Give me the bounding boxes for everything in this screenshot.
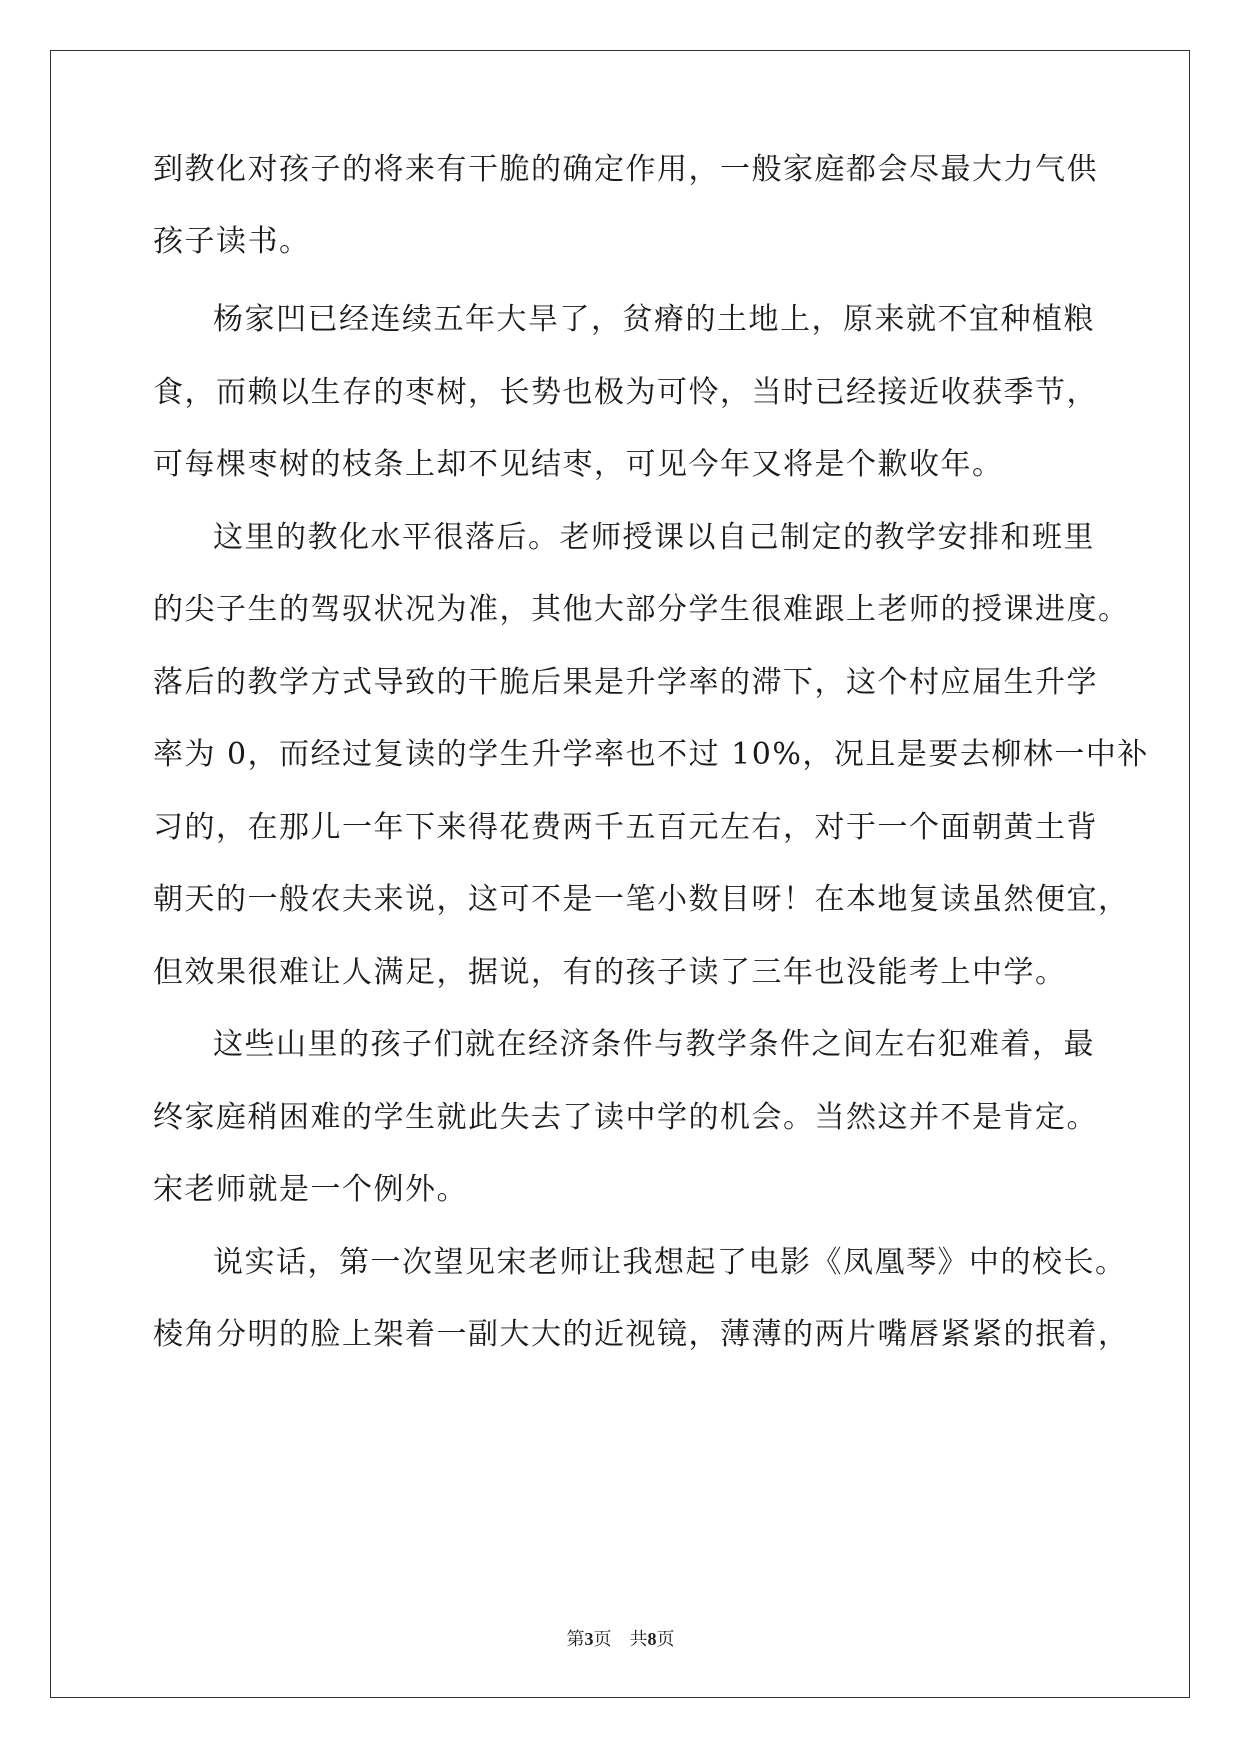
text-line: 习的，在那儿一年下来得花费两千五百元左右，对于一个面朝黄土背 bbox=[153, 810, 1098, 845]
text-line: 食，而赖以生存的枣树，长势也极为可怜，当时已经接近收获季节， bbox=[153, 375, 1098, 410]
page-border bbox=[50, 50, 1190, 1698]
text-line: 朝天的一般农夫来说，这可不是一笔小数目呀！在本地复读虽然便宜， bbox=[153, 882, 1130, 917]
text-line: 终家庭稍困难的学生就此失去了读中学的机会。当然这并不是肯定。 bbox=[153, 1100, 1098, 1135]
paragraph-start-line: 这里的教化水平很落后。老师授课以自己制定的教学安排和班里 bbox=[213, 520, 1095, 555]
text-line: 落后的教学方式导致的干脆后果是升学率的滞下，这个村应届生升学 bbox=[153, 665, 1098, 700]
page-number-footer bbox=[0, 1628, 1241, 1651]
total-page-number: 8 bbox=[647, 1629, 657, 1649]
text-line: 孩子读书。 bbox=[153, 224, 311, 259]
paragraph-start-line: 说实话，第一次望见宋老师让我想起了电影《凤凰琴》中的校长。 bbox=[213, 1245, 1127, 1280]
text-line: 可每棵枣树的枝条上却不见结枣，可见今年又将是个歉收年。 bbox=[153, 447, 1004, 482]
page-suffix: 页 bbox=[656, 1629, 675, 1650]
paragraph-start-line: 杨家凹已经连续五年大旱了，贫瘠的土地上，原来就不宜种植粮 bbox=[213, 302, 1095, 337]
current-page-number: 3 bbox=[584, 1629, 594, 1649]
page-separator: 页 共 bbox=[593, 1629, 648, 1650]
text-line: 的尖子生的驾驭状况为准，其他大部分学生很难跟上老师的授课进度。 bbox=[153, 592, 1130, 627]
text-line: 宋老师就是一个例外。 bbox=[153, 1172, 468, 1207]
paragraph-start-line: 这些山里的孩子们就在经济条件与教学条件之间左右犯难着，最 bbox=[213, 1027, 1095, 1062]
text-line: 棱角分明的脸上架着一副大大的近视镜，薄薄的两片嘴唇紧紧的抿着， bbox=[153, 1317, 1130, 1352]
text-line: 率为 0，而经过复读的学生升学率也不过 10%，况且是要去柳林一中补 bbox=[153, 737, 1149, 772]
page-prefix: 第 bbox=[566, 1629, 585, 1650]
text-line: 到教化对孩子的将来有干脆的确定作用，一般家庭都会尽最大力气供 bbox=[153, 152, 1098, 187]
text-line: 但效果很难让人满足，据说，有的孩子读了三年也没能考上中学。 bbox=[153, 955, 1067, 990]
